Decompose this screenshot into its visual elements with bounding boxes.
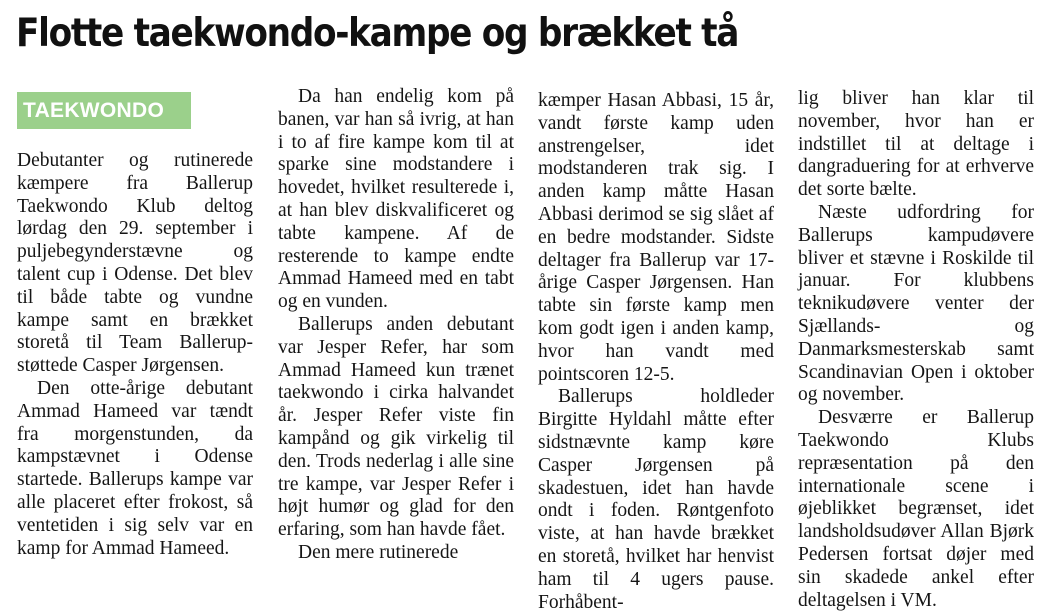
paragraph: Den mere rutinerede (298, 541, 459, 563)
section-tag: TAEKWONDO (17, 92, 191, 129)
paragraph: Desværre er Ballerup Taekwondo Klubs repræsentation på den internationale scene i øjeblikket begrænset, idet landsholdsudøver Allan Bjørk Pedersen fortsat døjer med sin skadede ankel efter deltagelsen i VM. (798, 407, 1034, 611)
paragraph: Den otte-årige debutant Ammad Hameed var tændt fra morgenstunden, da kampstævnet i Odense startede. Ballerups kampe var alle placeret efter frokost, så ventetiden i sig selv var en kamp for Ammad Hameed. (17, 377, 253, 559)
text-column-4 (798, 88, 1034, 612)
paragraph: Ballerups anden debutant var Jesper Refer, har som Ammad Hameed kun trænet taekwondo i cirka halvandet år. Jesper Refer viste fin kampånd og gik virkelig til den. Trods nederlag i alle sine tre kampe, var Jesper Refer i højt humør og glad for den erfaring, som han havde fået. (278, 313, 514, 541)
paragraph: Ballerups holdleder Birgitte Hyldahl måtte efter sidstnævnte kamp køre Casper Jørgensen på skadestuen, idet han havde ondt i foden. Røntgenfoto viste, at han havde brækket en storetå, hvilket har henvist ham til 4 ugers pause. Forhåbent- (538, 386, 774, 613)
paragraph: Da han endelig kom på banen, var han så ivrig, at han i to af fire kampe kom til at sparke sine modstandere i hovedet, hvilket resulterede i, at han blev diskvalificeret og tabte kampene. Af de resterende to kampe endte Ammad Hameed med en tabt og en vunden. (278, 86, 514, 313)
text-column-2 (278, 86, 514, 565)
paragraph: lig bliver han klar til november, hvor han er indstillet til at deltage i dangraduering for at erhverve det sorte bælte. (798, 88, 1034, 201)
text-column-1 (17, 150, 253, 560)
paragraph: Debutanter og rutinerede kæmpere fra Ballerup Taekwondo Klub deltog lørdag den 29. september i puljebegynderstævne og talent cup i Odense. Det blev til både tabte og vundne kampe samt en brækket storetå til Team Ballerup-støttede Casper Jørgensen. (17, 150, 253, 377)
paragraph: kæmper Hasan Abbasi, 15 år, vandt første kamp uden anstrengelser, idet modstanderen trak sig. I anden kamp måtte Hasan Abbasi derimod se sig slået af en bedre modstander. Sidste deltager fra Ballerup var 17-årige Casper Jørgensen. Han tabte sin første kamp men kom godt igen i anden kamp, hvor han vandt med pointscoren 12-5. (538, 90, 774, 385)
text-column-3 (538, 90, 774, 614)
article-headline: Flotte taekwondo-kampe og brækket tå (16, 11, 739, 56)
paragraph: Næste udfordring for Ballerups kampudøvere bliver et stævne i Roskilde til januar. For klubbens teknikudøvere venter der Sjællands- og Danmarksmesterskab samt Scandinavian Open i oktober og november. (798, 201, 1034, 406)
